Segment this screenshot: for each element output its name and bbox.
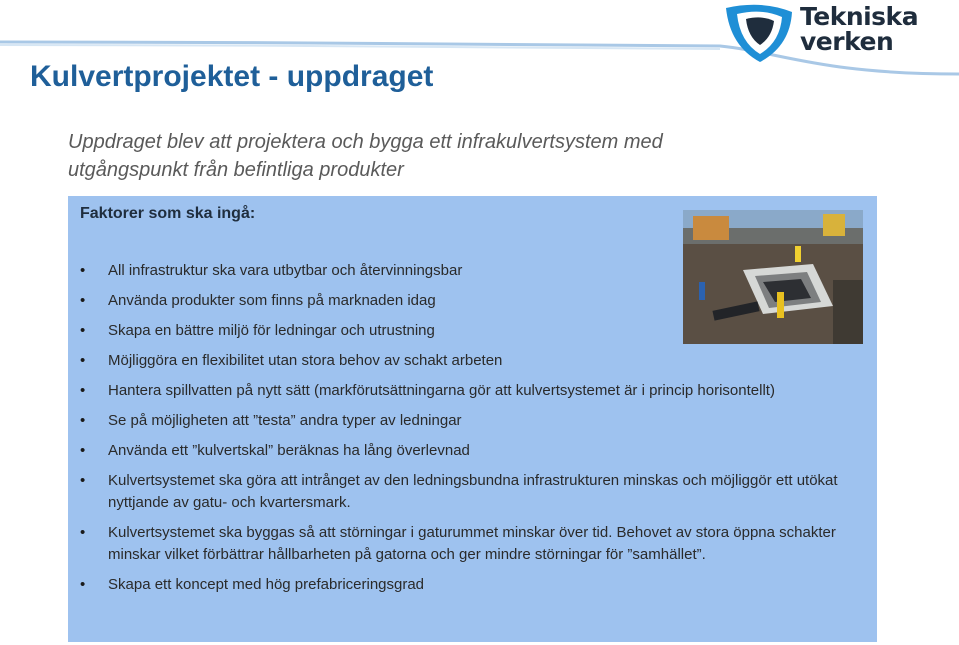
factors-panel bbox=[68, 196, 877, 642]
page-subtitle: Uppdraget blev att projektera och bygga ett infrakulvertsystem med utgångspunkt från befintliga produkter bbox=[68, 131, 663, 181]
list-item: • Använda produkter som finns på marknaden idag bbox=[108, 290, 843, 312]
list-item: • All infrastruktur ska vara utbytbar och återvinningsbar bbox=[108, 260, 843, 282]
list-item: • Skapa en bättre miljö för ledningar och utrustning bbox=[108, 320, 843, 342]
logo-wordmark bbox=[800, 4, 918, 54]
page-title: Kulvertprojektet - uppdraget bbox=[30, 60, 434, 93]
list-item: • Använda ett ”kulvertskal” beräknas ha lång överlevnad bbox=[108, 440, 843, 462]
logo-line-2: verken bbox=[800, 27, 894, 56]
list-item: • Hantera spillvatten på nytt sätt (markförutsättningarna gör att kulvertsystemet är i princip horisontellt) bbox=[108, 380, 843, 402]
list-item: • Se på möjligheten att ”testa” andra typer av ledningar bbox=[108, 410, 843, 432]
factors-list bbox=[108, 260, 843, 604]
list-item: • Möjliggöra en flexibilitet utan stora behov av schakt arbeten bbox=[108, 350, 843, 372]
panel-heading: Faktorer som ska ingå: bbox=[80, 205, 256, 222]
logo-line-1: Tekniska bbox=[800, 2, 919, 31]
list-item: • Skapa ett koncept med hög prefabriceringsgrad bbox=[108, 574, 843, 596]
list-item: • Kulvertsystemet ska göra att intrånget av den ledningsbundna infrastrukturen minskas och möjliggör ett utökat nyttjande av gatu- och kvartersmark. bbox=[108, 470, 843, 514]
list-item: • Kulvertsystemet ska byggas så att störningar i gaturummet minskar över tid. Behovet av stora öppna schakter minskar vilket förbättrar hållbarheten på gatorna och ger mindre störningar för ”samhället”. bbox=[108, 522, 843, 566]
